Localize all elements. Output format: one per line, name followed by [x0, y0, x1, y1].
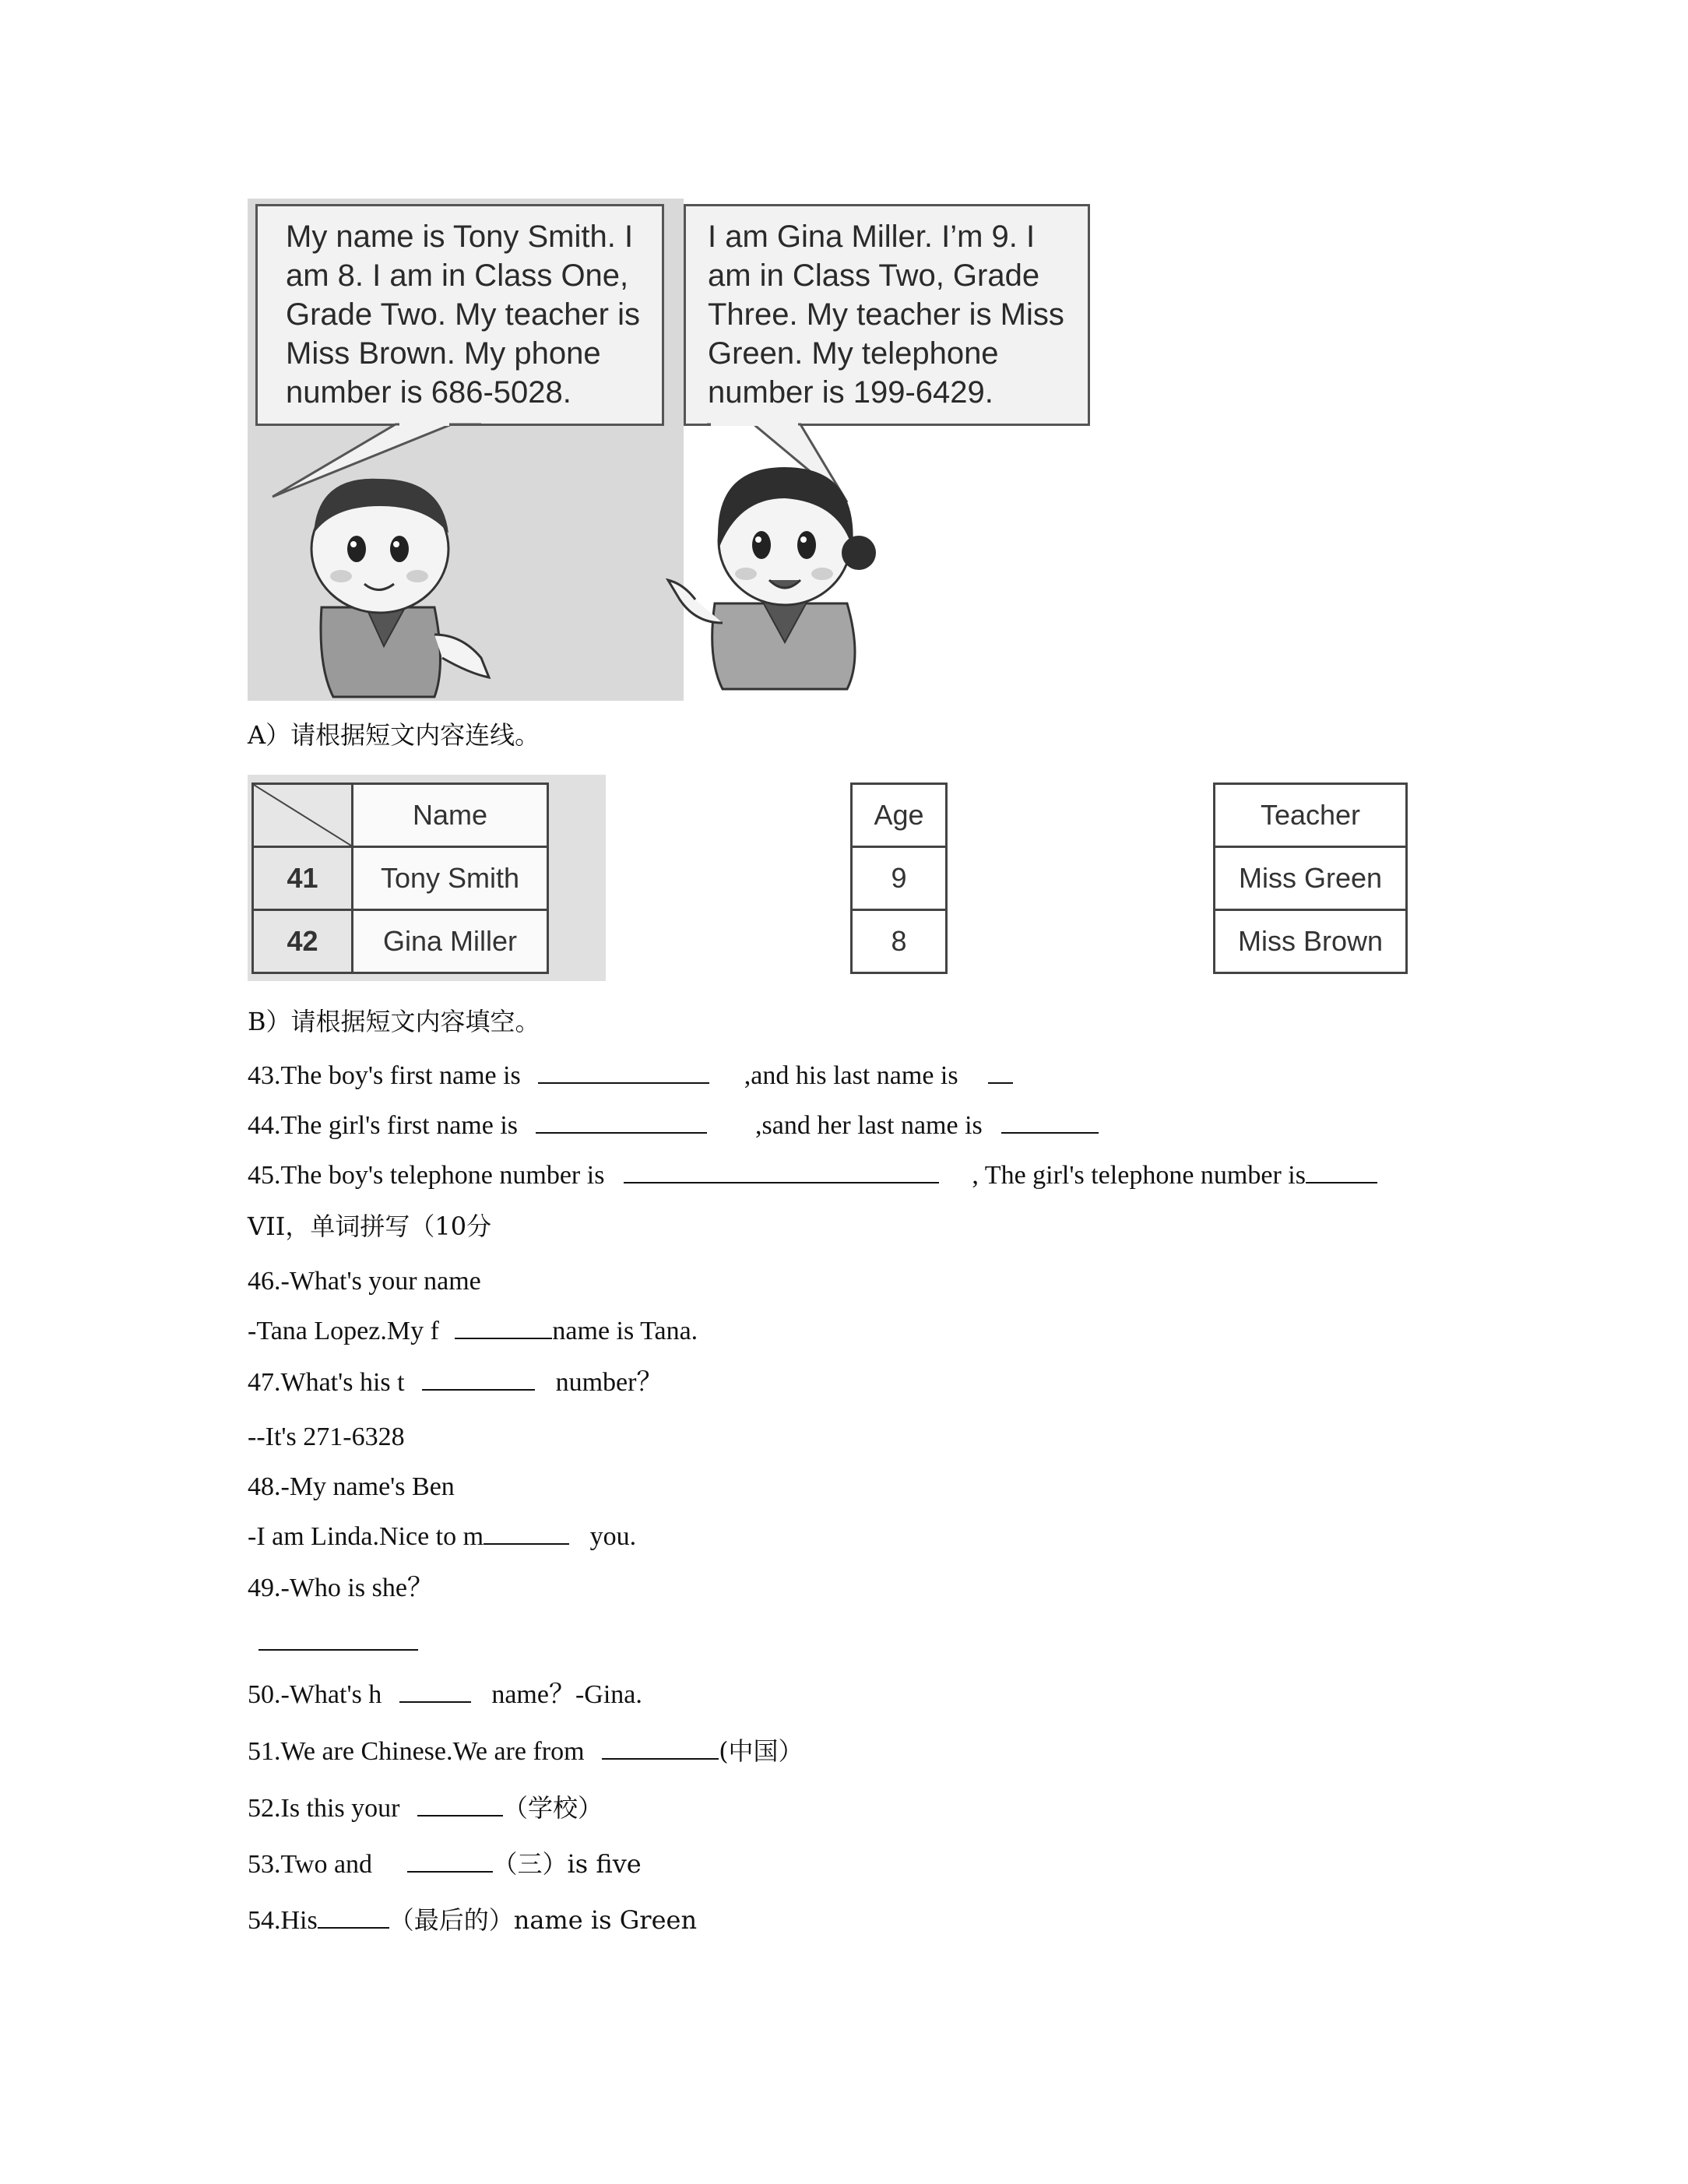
age-cell: 9: [852, 847, 947, 910]
question-text: , The girl's telephone number is: [972, 1161, 1306, 1190]
question-45: [248, 1159, 1377, 1193]
age-header: Age: [852, 784, 947, 847]
question-text: 43.The boy's first name is: [248, 1061, 521, 1090]
question-text: 44.The girl's first name is: [248, 1111, 519, 1140]
question-text: 50.-What's h: [248, 1680, 382, 1709]
question-hint: (中国）: [719, 1736, 804, 1766]
bubble-line: Three. My teacher is Miss: [708, 297, 1064, 332]
answer-blank[interactable]: [602, 1735, 719, 1760]
section-vii-heading: VII，单词拼写（10分: [248, 1212, 492, 1241]
question-43: [248, 1059, 1013, 1093]
name-cell: Tony Smith: [353, 847, 548, 910]
diagonal-header-cell: [253, 784, 353, 847]
answer-blank[interactable]: [988, 1059, 1013, 1084]
answer-blank[interactable]: [399, 1678, 471, 1703]
question-text: you.: [589, 1522, 637, 1551]
answer-blank[interactable]: [624, 1159, 939, 1183]
answer-blank[interactable]: [422, 1366, 535, 1391]
question-46-answer: [248, 1314, 698, 1349]
answer-blank[interactable]: [1306, 1159, 1377, 1183]
question-54: [248, 1903, 697, 1938]
question-text: -I am Linda.Nice to m: [248, 1522, 484, 1551]
bubble-line: Miss Brown. My phone: [286, 336, 601, 371]
answer-blank[interactable]: [1001, 1109, 1099, 1134]
question-hint: （三）is five: [492, 1849, 642, 1879]
question-number: 41: [253, 847, 353, 910]
question-52: [248, 1791, 603, 1826]
bubble-line: I am Gina Miller. I’m 9. I: [708, 220, 1036, 254]
teacher-cell: Miss Brown: [1215, 910, 1407, 973]
question-text: 45.The boy's telephone number is: [248, 1161, 605, 1190]
question-text: ,sand her last name is: [755, 1111, 983, 1140]
question-47-answer: --It's 271-6328: [248, 1423, 405, 1451]
question-text: name is Tana.: [552, 1317, 698, 1345]
teacher-header: Teacher: [1215, 784, 1407, 847]
question-text: number？: [555, 1368, 663, 1397]
question-hint: （学校）: [503, 1793, 603, 1823]
question-46-prompt: 46.-What's your name: [248, 1267, 481, 1296]
cartoon-children-illustration: [248, 199, 1096, 701]
answer-blank[interactable]: [417, 1792, 503, 1816]
question-50: [248, 1678, 642, 1712]
question-49-answer: [248, 1626, 418, 1660]
answer-blank[interactable]: [407, 1848, 493, 1873]
question-48-prompt: 48.-My name's Ben: [248, 1472, 455, 1501]
question-text: 52.Is this your: [248, 1794, 400, 1823]
question-text: name？-Gina.: [491, 1680, 642, 1709]
name-table: [251, 783, 549, 974]
boy-figure: [311, 479, 489, 697]
question-53: [248, 1847, 642, 1882]
bubble-line: number is 199-6429.: [708, 375, 993, 410]
answer-blank[interactable]: [258, 1626, 418, 1651]
bubble-line: Green. My telephone: [708, 336, 999, 371]
bubble-line: My name is Tony Smith. I: [286, 220, 634, 254]
question-48-answer: [248, 1520, 636, 1554]
question-47: [248, 1366, 663, 1400]
question-text: 51.We are Chinese.We are from: [248, 1737, 585, 1766]
bubble-line: am 8. I am in Class One,: [286, 258, 629, 293]
question-44: [248, 1109, 1099, 1143]
answer-blank[interactable]: [318, 1904, 389, 1929]
girl-figure: [668, 467, 876, 689]
answer-blank[interactable]: [538, 1059, 709, 1084]
question-hint: （最后的）name is Green: [389, 1905, 698, 1935]
question-text: ,and his last name is: [744, 1061, 958, 1090]
question-51: [248, 1734, 804, 1769]
bubble-line: am in Class Two, Grade: [708, 258, 1040, 293]
question-49-prompt: 49.-Who is she？: [248, 1574, 434, 1602]
age-table: [850, 783, 948, 974]
answer-blank[interactable]: [484, 1520, 569, 1545]
bubble-line: Grade Two. My teacher is: [286, 297, 640, 332]
diagonal-line: [254, 785, 351, 846]
answer-blank[interactable]: [536, 1109, 707, 1134]
name-cell: Gina Miller: [353, 910, 548, 973]
answer-blank[interactable]: [455, 1314, 552, 1339]
bubble-line: number is 686-5028.: [286, 375, 571, 410]
question-text: 47.What's his t: [248, 1368, 405, 1397]
teacher-table: [1213, 783, 1408, 974]
question-text: 54.His: [248, 1906, 318, 1935]
teacher-cell: Miss Green: [1215, 847, 1407, 910]
question-text: -Tana Lopez.My f: [248, 1317, 439, 1345]
age-cell: 8: [852, 910, 947, 973]
section-b-instruction: B）请根据短文内容填空。: [248, 1007, 540, 1036]
name-header: Name: [353, 784, 548, 847]
question-text: 53.Two and: [248, 1850, 373, 1879]
question-number: 42: [253, 910, 353, 973]
section-a-instruction: A）请根据短文内容连线。: [248, 720, 540, 750]
